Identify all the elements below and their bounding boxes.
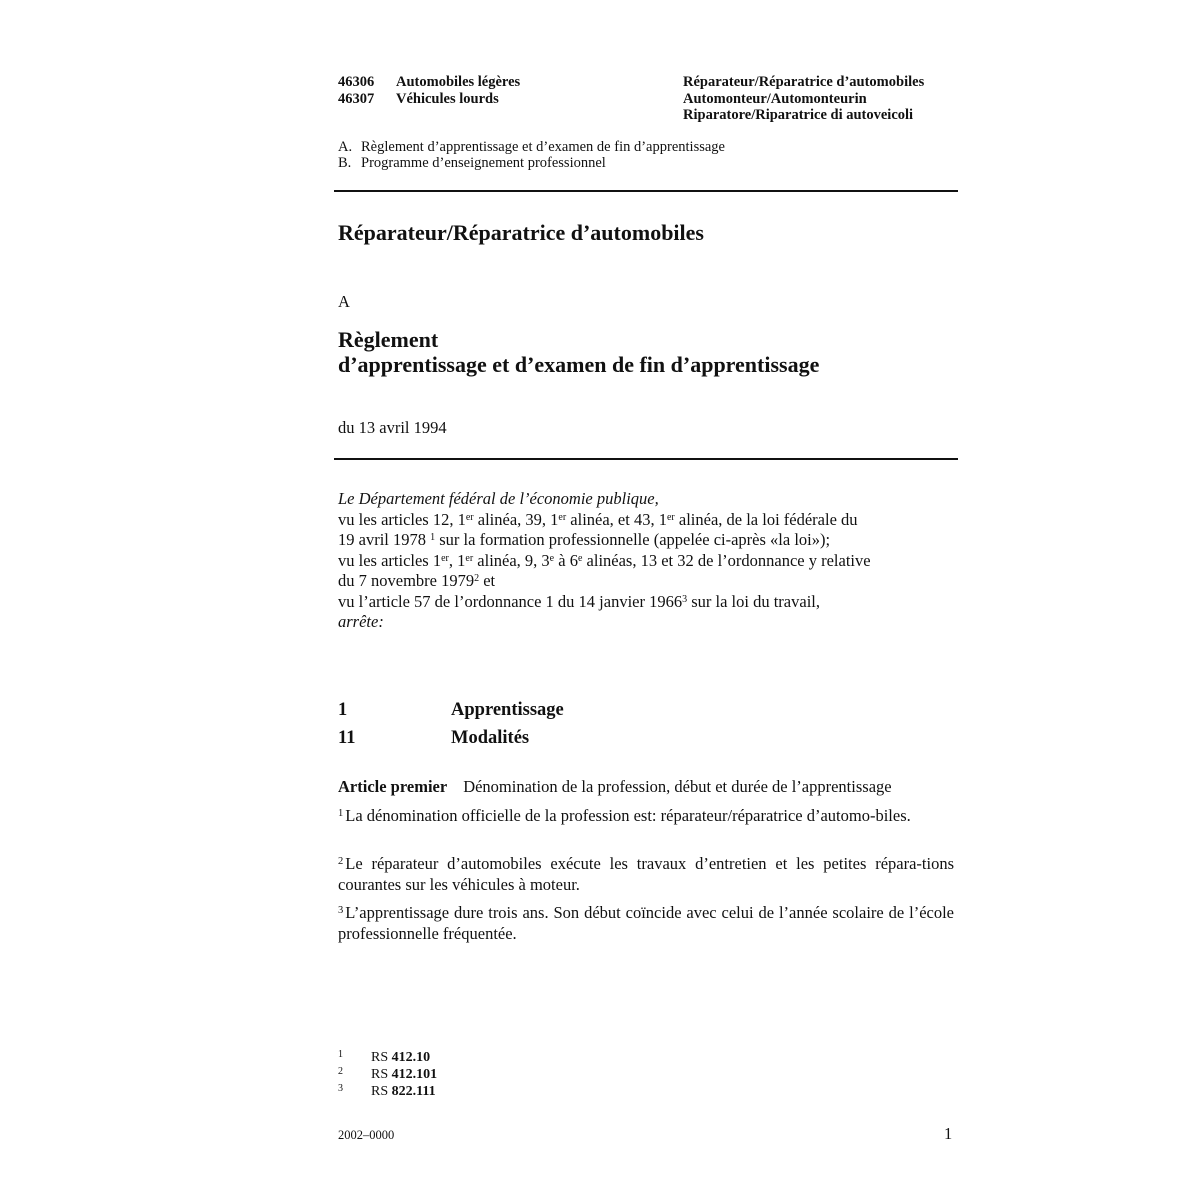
- header-code: 46307: [338, 90, 375, 107]
- preamble-line: vu les articles 1er, 1er alinéa, 9, 3e à 6e alinéas, 13 et 32 de l’ordonnance y relative: [338, 550, 871, 570]
- preamble-line: vu les articles 12, 1er alinéa, 39, 1er alinéa, et 43, 1er alinéa, de la loi fédérale du: [338, 509, 858, 529]
- footnote-ref: 3: [682, 593, 688, 605]
- part-letter: A: [338, 292, 350, 311]
- header-profession: Automonteur/Automonteurin: [683, 90, 867, 107]
- header-profession: Réparateur/Réparatrice d’automobiles: [683, 74, 925, 90]
- article-paragraph: [338, 854, 954, 895]
- footnotes: [338, 1048, 437, 1099]
- header-code-row: [338, 91, 520, 108]
- footnote: 1 RS 412.10: [338, 1049, 431, 1065]
- paragraph-number: 2: [338, 856, 344, 867]
- preamble-line: 19 avril 1978 $^1$ sur la formation professionnelle (appelée ci-après «la loi»);: [338, 530, 831, 549]
- preamble-line: du 7 novembre 1979$^2$ et: [338, 571, 496, 590]
- divider-rule: [334, 458, 958, 460]
- section-number: 11: [338, 728, 356, 748]
- parts-letter: B.: [338, 155, 352, 171]
- footnote-ref: 1: [430, 532, 436, 543]
- document-title: Réparateur/Réparatrice d’automobiles: [338, 220, 704, 245]
- section-label: Apprentissage: [451, 700, 564, 720]
- header-code: 46306: [338, 74, 375, 90]
- regulation-title-line: d’apprentissage et d’examen de fin d’apprentissage: [338, 352, 820, 377]
- footer-code: 2002–0000: [338, 1128, 395, 1142]
- regulation-date: du 13 avril 1994: [338, 418, 447, 437]
- paragraph-text: La dénomination officielle de la profession est: réparateur/réparatrice d’automo-biles.: [345, 806, 911, 825]
- parts-list: [338, 139, 725, 171]
- section-label: Modalités: [451, 728, 530, 748]
- article-paragraph: [338, 806, 954, 827]
- preamble-decision: arrête:: [338, 612, 384, 631]
- parts-item: [338, 139, 725, 155]
- paragraph-number: 1: [338, 808, 344, 819]
- header-profession: Riparatore/Riparatrice di autoveicoli: [683, 107, 914, 123]
- parts-text: Programme d’enseignement professionnel: [361, 155, 606, 171]
- paragraph-text: Le réparateur d’automobiles exécute les travaux d’entretien et les petites répara-tions courantes sur les véhicules à moteur.: [338, 854, 954, 894]
- parts-text: Règlement d’apprentissage et d’examen de fin d’apprentissage: [361, 139, 725, 155]
- divider-rule: [334, 190, 958, 192]
- header-code-row: [338, 74, 520, 91]
- preamble-authority: Le Département fédéral de l’économie publique,: [338, 489, 659, 508]
- preamble-line: vu l’article 57 de l’ordonnance 1 du 14 janvier 1966$^3$ sur la loi du travail,: [338, 591, 820, 611]
- article-title: Dénomination de la profession, début et durée de l’apprentissage: [463, 777, 892, 796]
- header-code-label: Automobiles légères: [396, 74, 521, 90]
- header-code-label: Véhicules lourds: [396, 90, 499, 107]
- article-label: Article premier: [338, 777, 448, 796]
- parts-item: [338, 155, 725, 171]
- article-paragraph: [338, 903, 954, 944]
- regulation-title-line: Règlement: [338, 327, 439, 352]
- footnote-ref: 2: [474, 573, 480, 584]
- section-number: 1: [338, 700, 348, 720]
- paragraph-text: L’apprentissage dure trois ans. Son début coïncide avec celui de l’année scolaire de l’école professionnelle fréquentée.: [338, 903, 954, 943]
- header-codes: [338, 74, 520, 107]
- footnote: 2 RS 412.101: [338, 1066, 438, 1082]
- article-heading: [338, 777, 892, 797]
- regulation-title: [338, 327, 819, 377]
- paragraph-number: 3: [338, 905, 344, 916]
- page-number: 1: [944, 1124, 953, 1143]
- header-professions: [683, 74, 924, 124]
- footnote: 3 RS 822.111: [338, 1083, 436, 1099]
- parts-letter: A.: [338, 139, 353, 155]
- preamble: [338, 489, 958, 633]
